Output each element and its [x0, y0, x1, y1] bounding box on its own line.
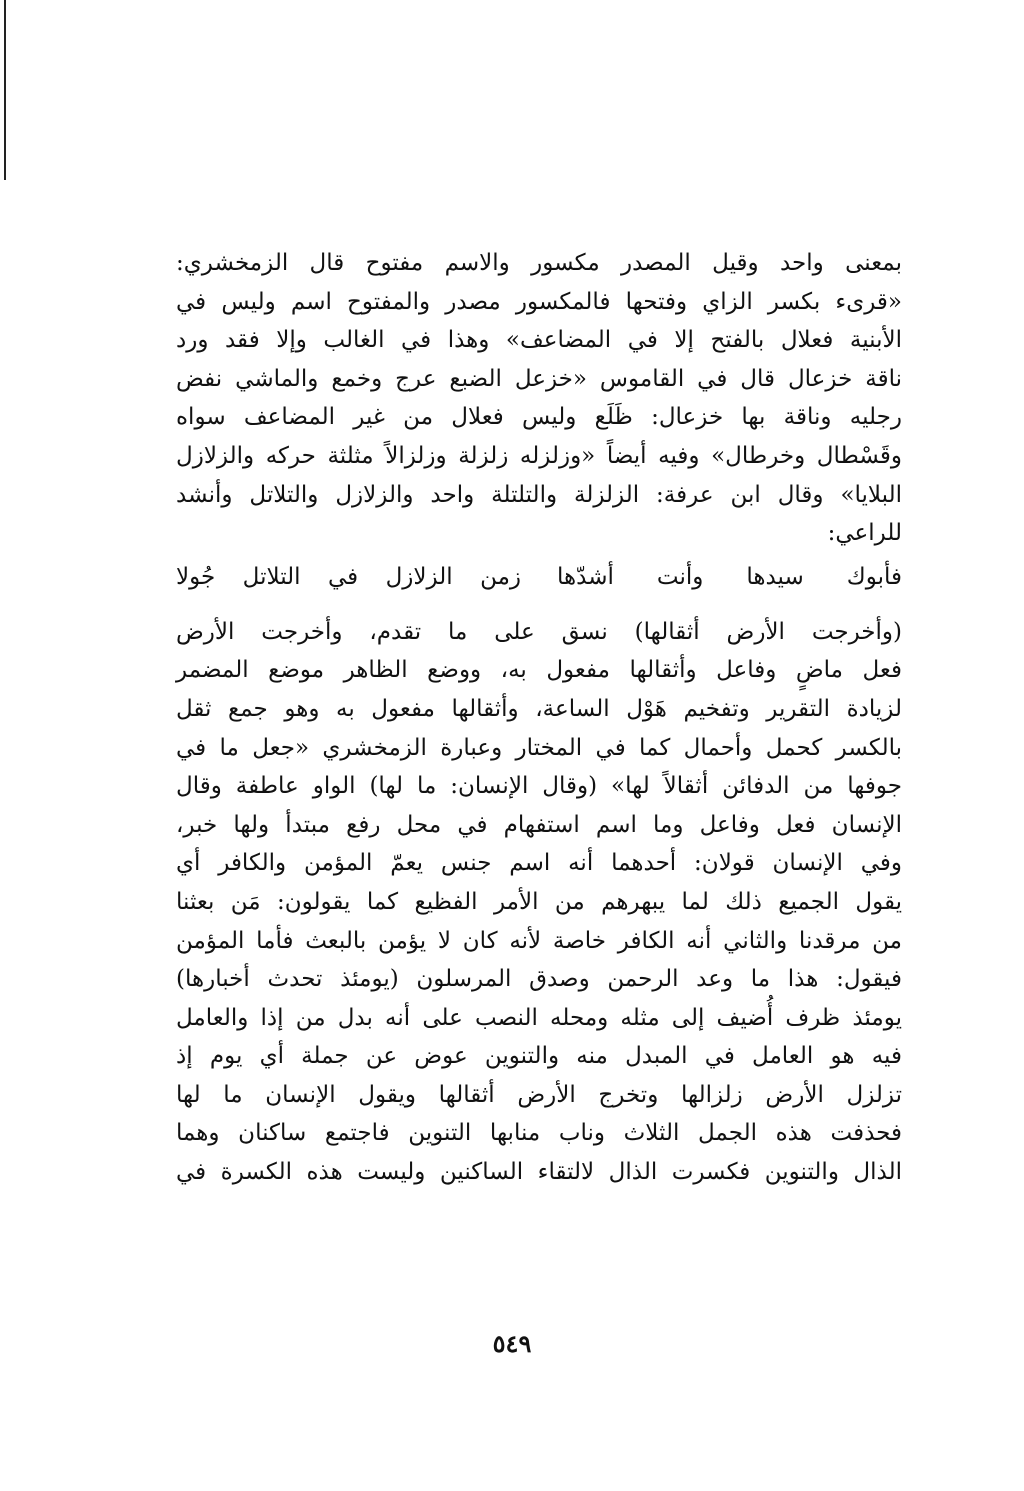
text-line: يومئذ ظرف أُضيف إلى مثله ومحله النصب على أنه بدل من إذا والعامل: [176, 1004, 902, 1031]
text-line: البلايا» وقال ابن عرفة: الزلزلة والتلتلة واحد والزلازل والتلاتل وأنشد: [176, 481, 902, 508]
text-line: رجليه وناقة بها خزعال: ظَلَع وليس فعلال من غير المضاعف سواه: [176, 404, 902, 431]
text-line: فيقول: هذا ما وعد الرحمن وصدق المرسلون (يومئذ تحدث أخبارها): [176, 966, 902, 993]
text-line: فيه هو العامل في المبدل منه والتنوين عوض عن جملة أي يوم إذ: [176, 1043, 902, 1070]
text-line: بالكسر كحمل وأحمال كما في المختار وعبارة الزمخشري «جعل ما في: [176, 734, 902, 761]
text-line: وفي الإنسان قولان: أحدهما أنه اسم جنس يعمّ المؤمن والكافر أي: [176, 850, 902, 877]
text-line: ناقة خزعال قال في القاموس «خزعل الضبع عرج وخمع والماشي نفض: [176, 365, 902, 392]
text-line: يقول الجميع ذلك لما يبهرهم من الأمر الفظيع كما يقولون: مَن بعثنا: [176, 888, 902, 915]
page-number: ٥٤٩: [492, 1329, 532, 1358]
text-line: للراعي:: [827, 520, 902, 547]
page-edge-line: [4, 0, 6, 180]
text-line: الأبنية فعلال بالفتح إلا في المضاعف» وهذا في الغالب وإلا فقد ورد: [176, 327, 902, 354]
text-line: (وأخرجت الأرض أثقالها) نسق على ما تقدم، وأخرجت الأرض: [176, 618, 902, 645]
text-line: لزيادة التقرير وتفخيم هَوْل الساعة، وأثقالها مفعول به وهو جمع ثقل: [176, 695, 902, 722]
text-line: بمعنى واحد وقيل المصدر مكسور والاسم مفتوح قال الزمخشري:: [176, 250, 902, 276]
text-line: جوفها من الدفائن أثقالاً لها» (وقال الإنسان: ما لها) الواو عاطفة وقال: [176, 773, 902, 800]
paragraph-2: [176, 613, 902, 1192]
text-line: تزلزل الأرض زلزالها وتخرج الأرض أثقالها ويقول الإنسان ما لها: [176, 1081, 902, 1108]
text-line: من مرقدنا والثاني أنه الكافر خاصة لأنه كان لا يؤمن بالبعث فأما المؤمن: [176, 927, 902, 954]
verse-second-hemistich: زمن الزلازل في التلاتل جُولا: [176, 563, 521, 590]
poetry-verse: [176, 557, 902, 597]
page-body-text: [176, 244, 902, 1192]
verse-first-hemistich: فأبوك سيدها وأنت أشدّها: [557, 563, 902, 590]
text-line: وقَسْطال وخرطال» وفيه أيضاً «وزلزله زلزلة وزلزالاً مثلثة حركه والزلازل: [176, 442, 902, 469]
text-line: الذال والتنوين فكسرت الذال لالتقاء الساكنين وليست هذه الكسرة في: [176, 1159, 902, 1186]
text-line: «قرىء بكسر الزاي وفتحها فالمكسور مصدر والمفتوح اسم وليس في: [176, 288, 902, 315]
text-line: فعل ماضٍ وفاعل وأثقالها مفعول به، ووضع الظاهر موضع المضمر: [176, 657, 902, 684]
text-line: الإنسان فعل وفاعل وما اسم استفهام في محل رفع مبتدأ ولها خبر،: [176, 811, 902, 838]
paragraph-1: [176, 244, 902, 553]
text-line: فحذفت هذه الجمل الثلاث وناب منابها التنوين فاجتمع ساكنان وهما: [176, 1120, 902, 1147]
